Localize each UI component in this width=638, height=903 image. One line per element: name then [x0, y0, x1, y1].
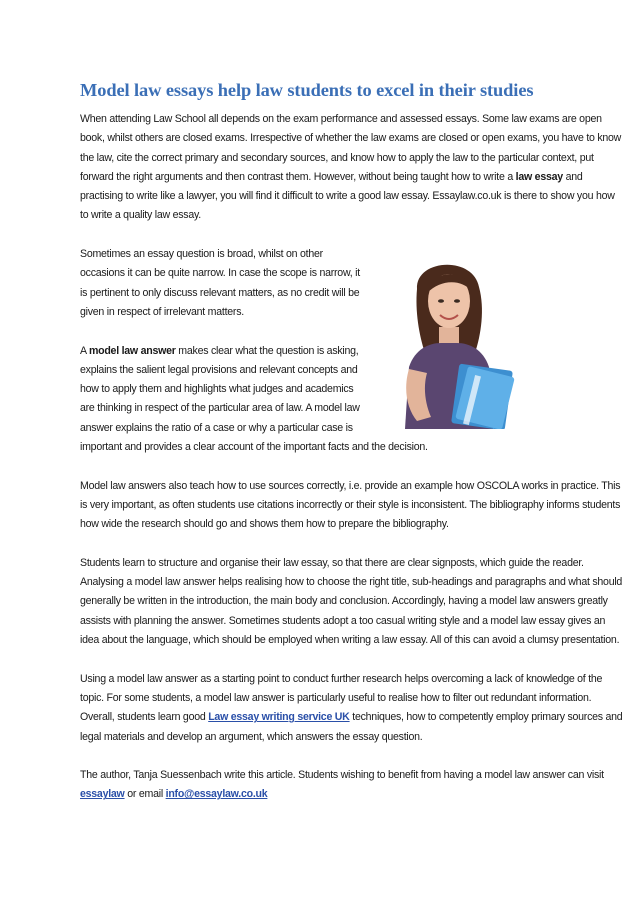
paragraph-intro	[80, 110, 625, 226]
paragraph-sources: Model law answers also teach how to use sources correctly, i.e. provide an example how OSCOLA works in practice. This is very important, as often students use citations incorrectly or their style is inconsistent. The bibliography informs students how wide the research should go and shows them how to prepare the bibliography.	[80, 479, 621, 531]
page-title: Model law essays help law students to excel in their studies	[80, 80, 534, 100]
paragraph-intro-text-b: and practising to write like a lawyer, you will find it difficult to write a good law essay. Essaylaw.co.uk is there to show you how to write a quality law essay.	[80, 170, 615, 222]
model-law-answer-bold: model law answer	[88, 344, 176, 357]
paragraph-scope: Sometimes an essay question is broad, whilst on other occasions it can be quite narrow. In case the scope is narrow, it is pertinent to only discuss relevant matters, as no credit will be given in respect of irrelevant matters.	[80, 248, 360, 318]
paragraph-author	[80, 766, 625, 805]
essaylaw-link[interactable]: essaylaw	[80, 788, 125, 801]
law-essay-writing-service-link[interactable]: Law essay writing service UK	[208, 711, 350, 724]
paragraph-intro-text-a: When attending Law School all depends on the exam performance and assessed essays. Some law exams are open book, whilst others are closed exams. Irrespective of whether the law exams are closed or open exams, you have to know the law, cite the correct primary and secondary sources, and know how to apply the law to the particular context, put forward the right arguments and then contrast them. However, without being taught how to write a	[80, 113, 622, 183]
law-essay-bold: law essay	[515, 170, 563, 183]
article-body	[80, 110, 625, 824]
paragraph-model-answer-text-b: makes clear what the question is asking, explains the salient legal provisions and relevant concepts and how to apply them and highlights what judges and academics are thinking in respect of the particular area of law. A model law answer explains the ratio of a case or why a particular case is important and provides a clear account of the important facts and the decision.	[80, 344, 428, 454]
paragraph-model-answer	[80, 342, 625, 458]
paragraph-research-text-a: Using a model law answer as a starting point to conduct further research helps overcoming a lack of knowledge of the topic. For some students, a model law answer is particularly useful to realise how to filter out redundant information. Overall, students learn good	[80, 672, 603, 724]
paragraph-structure: Students learn to structure and organise their law essay, so that there are clear signposts, which guide the reader. Analysing a model law answer helps realising how to choose the right title, sub-headings and paragraphs and what should generally be written in the introduction, the main body and conclusion. Accordingly, having a model law answers greatly assists with planning the answer. Sometimes students adopt a too casual writing style and a model law essay gives an idea about the language, which should be employed when writing a law essay. All of this can avoid a clumsy presentation.	[80, 556, 623, 647]
paragraph-research	[80, 670, 625, 747]
paragraph-author-text-a: The author, Tanja Suessenbach write this article. Students wishing to benefit from having a model law answer can visit	[80, 769, 604, 782]
email-link[interactable]: info@essaylaw.co.uk	[165, 788, 268, 801]
paragraph-author-text-b: or email	[124, 788, 166, 801]
paragraph-model-answer-text-a: A	[80, 344, 89, 357]
student-photo	[369, 249, 529, 429]
paragraph-research-text-b: techniques, how to competently employ primary sources and legal materials and develop an argument, which answers the essay question.	[80, 711, 623, 743]
